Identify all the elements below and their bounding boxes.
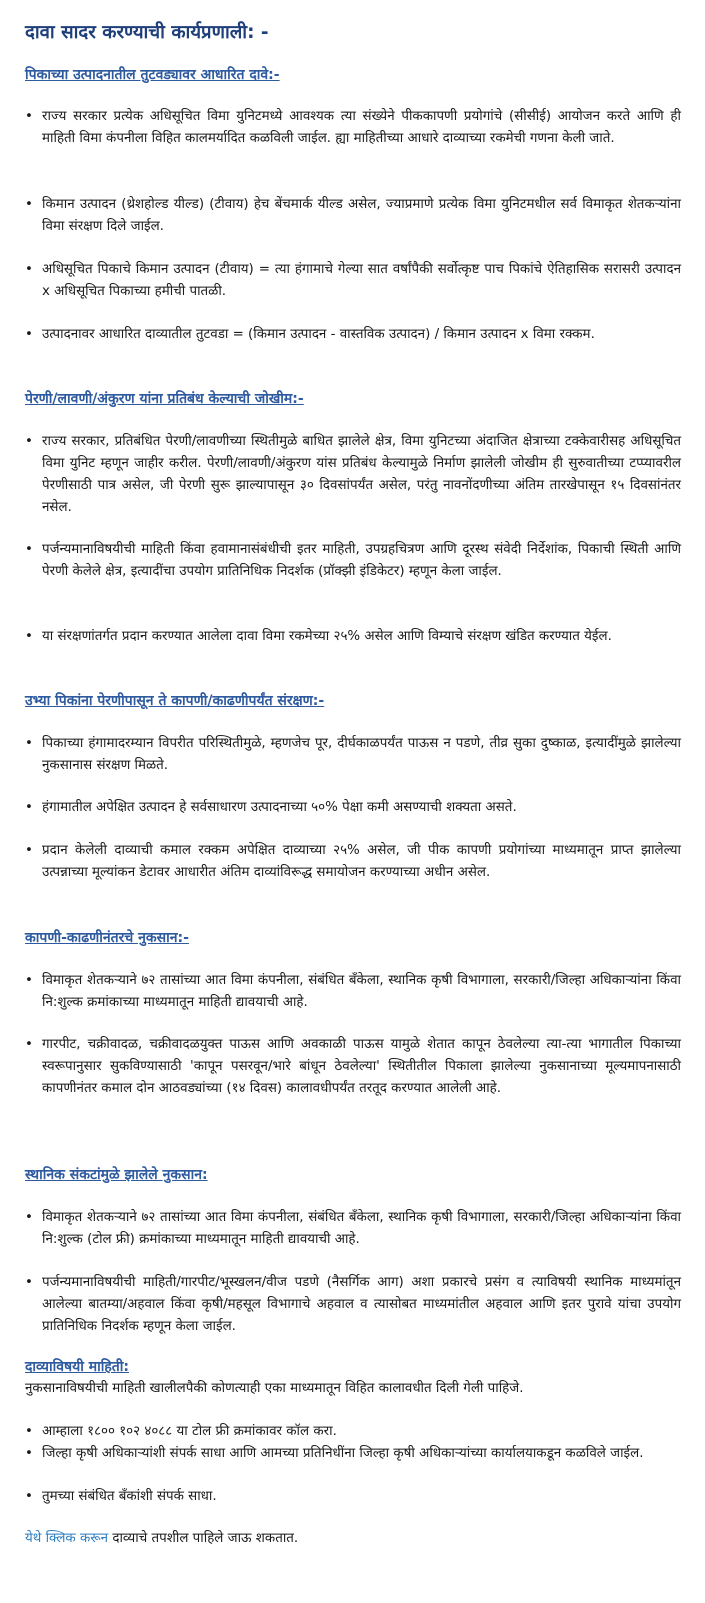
list-item: • जिल्हा कृषी अधिकाऱ्यांशी संपर्क साधा आणि आमच्या प्रतिनिधींना जिल्हा कृषी अधिकाऱ्यांच्या कार्यालयाकडून कळविले जाईल. [25,1443,681,1465]
section-heading-standing-crop: उभ्या पिकांना पेरणीपासून ते कापणी/काढणीपर्यंत संरक्षण:- [25,693,325,709]
section-heading-claim-info: दाव्याविषयी माहिती: [25,1359,129,1375]
claim-details-text: दाव्याचे तपशील पाहिले जाऊ शकतात. [108,1531,299,1546]
list-item: • हंगामातील अपेक्षित उत्पादन हे सर्वसाधारण उत्पादनाच्या ५०% पेक्षा कमी असण्याची शक्यता असते. [25,797,681,819]
list-item: • विमाकृत शेतकऱ्याने ७२ तासांच्या आत विमा कंपनीला, संबंधित बँकेला, स्थानिक कृषी विभागाला, सरकारी/जिल्हा अधिकाऱ्यांना किंवा नि:शुल्क (टोल फ्री) क्रमांकाच्या माध्यमातून माहिती द्यावयाची आहे. [25,1207,681,1251]
list-item: • राज्य सरकार प्रत्येक अधिसूचित विमा युनिटमध्ये आवश्यक त्या संख्येने पीककापणी प्रयोगांचे (सीसीई) आयोजन करते आणि ही माहिती विमा कंपनीला विहित कालमर्यादित कळविली जाईल. ह्या माहितीच्या आधारे दाव्याच्या रकमेची गणना केली जाते. [25,106,681,150]
section-heading-post-harvest: कापणी-काढणीनंतरचे नुकसान:- [25,930,189,946]
list-item: • विमाकृत शेतकऱ्याने ७२ तासांच्या आत विमा कंपनीला, संबंधित बँकेला, स्थानिक कृषी विभागाला, सरकारी/जिल्हा अधिकाऱ्यांना किंवा नि:शुल्क क्रमांकाच्या माध्यमातून माहिती द्यावयाची आहे. [25,970,681,1014]
list-item: • प्रदान केलेली दाव्याची कमाल रक्कम अपेक्षित दाव्याच्या २५% असेल, जी पीक कापणी प्रयोगांच्या माध्यमातून प्राप्त झालेल्या उत्पन्नाच्या मूल्यांकन डेटावर आधारीत अंतिम दाव्यांविरूद्ध समायोजन करण्याच्या अधीन असेल. [25,840,681,884]
page-title: दावा सादर करण्याची कार्यप्रणाली: - [25,22,269,43]
list-item: • पर्जन्यमानाविषयीची माहिती किंवा हवामानासंबंधीची इतर माहिती, उपग्रहचित्रण आणि दूरस्थ संवेदी निर्देशांक, पिकाची स्थिती आणि पेरणी केलेले क्षेत्र, इत्यादींचा उपयोग प्रातिनिधिक निदर्शक (प्रॉक्झी इंडिकेटर) म्हणून केला जाईल. [25,539,681,583]
list-item: • पर्जन्यमानाविषयीची माहिती/गारपीट/भूस्खलन/वीज पडणे (नैसर्गिक आग) अशा प्रकारचे प्रसंग व त्याविषयी स्थानिक माध्यमांतून आलेल्या बातम्या/अहवाल किंवा कृषी/महसूल विभागाचे अहवाल व त्यासोबत माध्यमांतील अहवाल आणि इतर पुरावे यांचा उपयोग प्रातिनिधिक निदर्शक म्हणून केला जाईल. [25,1272,681,1338]
list-item: • किमान उत्पादन (थ्रेशहोल्ड यील्ड) (टीवाय) हेच बेंचमार्क यील्ड असेल, ज्याप्रमाणे प्रत्येक विमा युनिटमधील सर्व विमाकृत शेतकऱ्यांना विमा संरक्षण दिले जाईल. [25,194,681,238]
claim-details-link[interactable]: येथे क्लिक करून [25,1531,109,1546]
list-item: • गारपीट, चक्रीवादळ, चक्रीवादळयुक्त पाऊस आणि अवकाळी पाऊस यामुळे शेतात कापून ठेवलेल्या त्या-त्या भागातील पिकाच्या स्वरूपानुसार सुकविण्यासाठी 'कापून पसरवून/भारे बांधून ठेवलेल्या' स्थितीतील पिकाला झालेल्या नुकसानाच्या मूल्यमापनासाठी कापणीनंतर कमाल दोन आठवड्यांच्या (१४ दिवस) कालावधीपर्यंत तरतूद करण्यात आलेली आहे. [25,1034,681,1100]
list-item: • उत्पादनावर आधारित दाव्यातील तुटवडा = (किमान उत्पादन - वास्तविक उत्पादन) / किमान उत्पादन x विमा रक्कम. [25,324,681,346]
list-item: • या संरक्षणांतर्गत प्रदान करण्यात आलेला दावा विमा रकमेच्या २५% असेल आणि विम्याचे संरक्षण खंडित करण्यात येईल. [25,626,681,648]
list-item: • अधिसूचित पिकाचे किमान उत्पादन (टीवाय) = त्या हंगामाचे गेल्या सात वर्षांपैकी सर्वोत्कृष्ट पाच पिकांचे ऐतिहासिक सरासरी उत्पादन x अधिसूचित पिकाच्या हमीची पातळी. [25,259,681,303]
claim-details-line [25,1528,681,1550]
claim-info-intro: नुकसानाविषयीची माहिती खालीलपैकी कोणत्याही एका माध्यमातून विहित कालावधीत दिली गेली पाहिजे. [25,1381,524,1396]
section-heading-prevented-sowing: पेरणी/लावणी/अंकुरण यांना प्रतिबंध केल्याची जोखीम:- [25,391,304,407]
section-heading-localized-calamity: स्थानिक संकटांमुळे झालेले नुकसान: [25,1167,208,1183]
list-item: • पिकाच्या हंगामादरम्यान विपरीत परिस्थितीमुळे, म्हणजेच पूर, दीर्घकाळपर्यंत पाऊस न पडणे, तीव्र सुका दुष्काळ, इत्यादींमुळे झालेल्या नुकसानास संरक्षण मिळते. [25,733,681,777]
list-item: • तुमच्या संबंधित बँकांशी संपर्क साधा. [25,1486,681,1508]
list-item: • राज्य सरकार, प्रतिबंधित पेरणी/लावणीच्या स्थितीमुळे बाधित झालेले क्षेत्र, विमा युनिटच्या अंदाजित क्षेत्राच्या टक्केवारीसह अधिसूचित विमा युनिट म्हणून जाहीर करील. पेरणी/लावणी/अंकुरण यांस प्रतिबंध केल्यामुळे निर्माण झालेली जोखीम ही सुरुवातीच्या टप्प्यावरील पेरणीसाठी पात्र असेल, जी पेरणी सुरू झाल्यापासून ३० दिवसांपर्यंत असेल, परंतु नावनोंदणीच्या अंतिम तारखेपासून १५ दिवसांनंतर नसेल. [25,431,681,519]
section-heading-yield-shortfall: पिकाच्या उत्पादनातील तुटवड्यावर आधारित दावे:- [25,67,280,83]
list-item: • आम्हाला १८०० १०२ ४०८८ या टोल फ्री क्रमांकावर कॉल करा. [25,1421,681,1443]
